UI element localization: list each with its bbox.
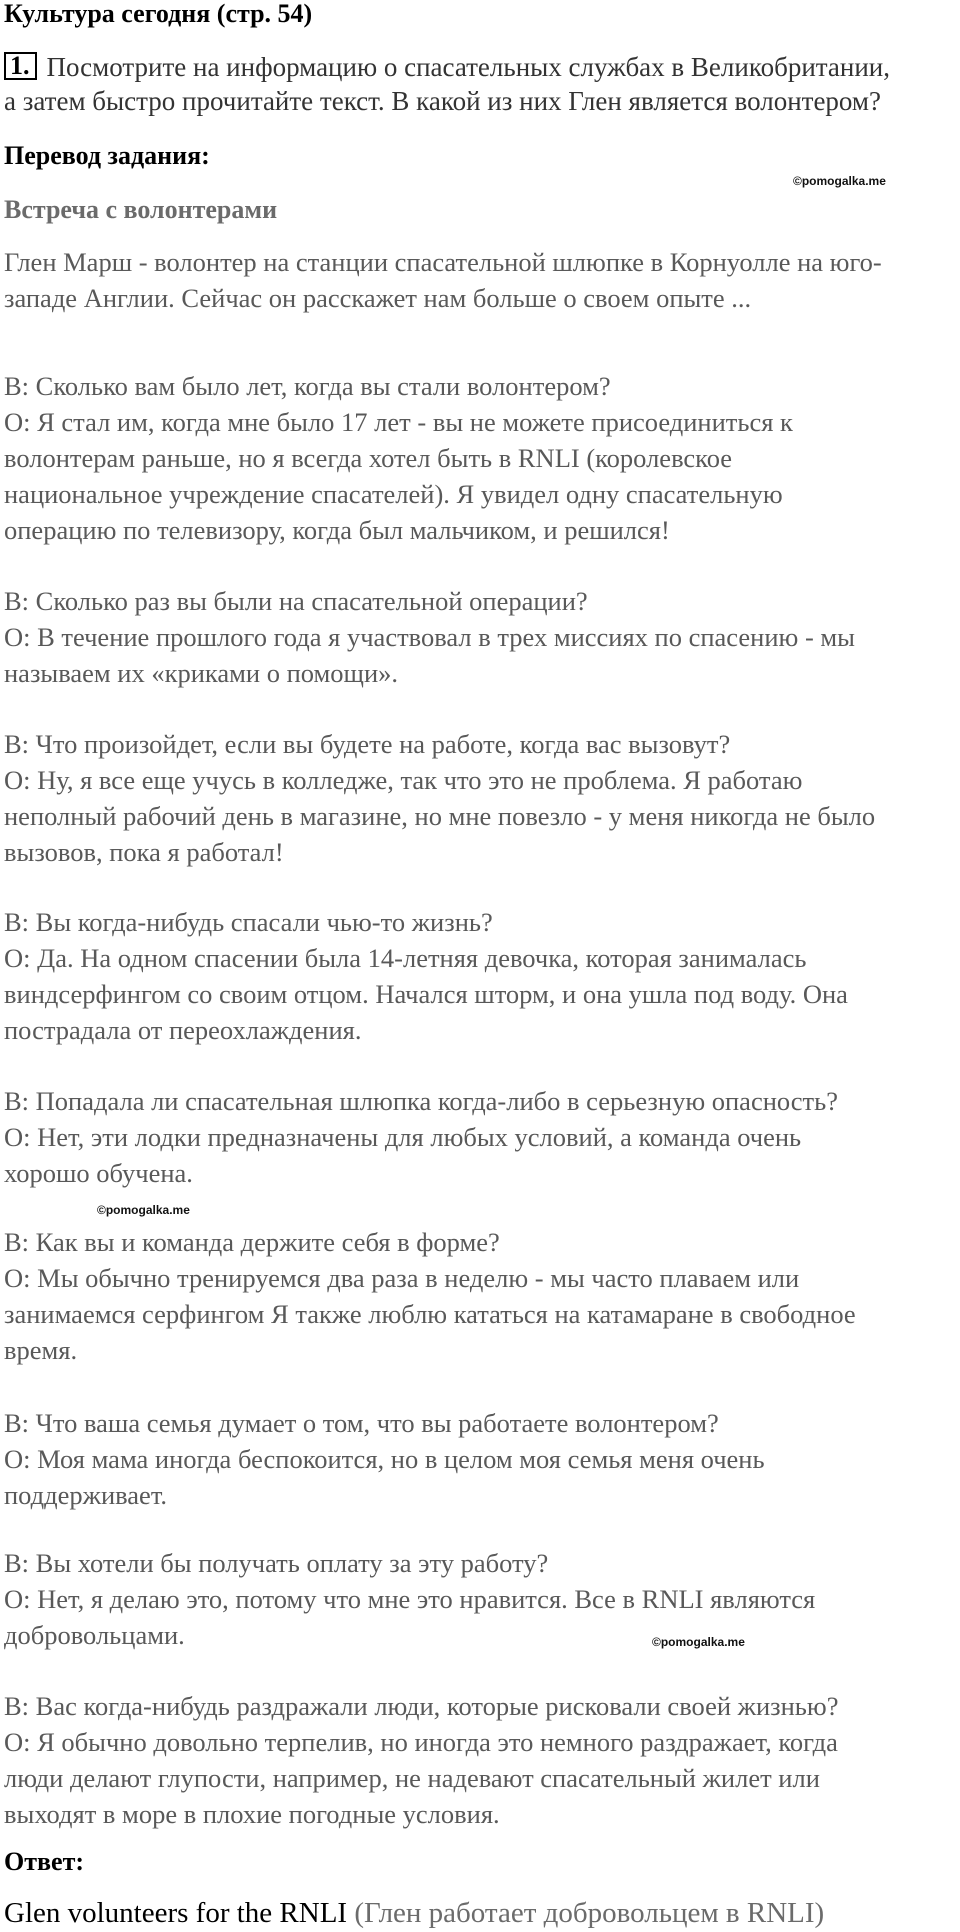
watermark: ©pomogalka.me [652,1635,745,1649]
answer-line: О: В течение прошлого года я участвовал в трех миссиях по спасению - мы [4,622,855,652]
answer-line: О: Моя мама иногда беспокоится, но в целом моя семья меня очень [4,1444,765,1474]
answer-english: Glen volunteers for the RNLI [4,1897,348,1929]
page-title: Культура сегодня (стр. 54) [4,0,313,28]
answer-line: операцию по телевизору, когда был мальчиком, и решился! [4,515,670,545]
intro-paragraph [4,244,954,316]
question-line: В: Попадала ли спасательная шлюпка когда-либо в серьезную опасность? [4,1086,838,1116]
answer-line: хорошо обучена. [4,1158,193,1188]
question-line: В: Как вы и команда держите себя в форме? [4,1227,500,1257]
answer-russian: (Глен работает добровольцем в RNLI) [354,1897,825,1929]
answer-line: поддерживает. [4,1480,168,1510]
answer-line: волонтерам раньше, но я всегда хотел быть в RNLI (королевское [4,443,733,473]
qa-block-saved-life [4,904,954,1048]
intro-line: Глен Марш - волонтер на станции спасательной шлюпке в Корнуолле на юго- [4,247,882,277]
question-line: В: Сколько вам было лет, когда вы стали волонтером? [4,371,611,401]
qa-block-danger [4,1083,954,1191]
answer-line: виндсерфингом со своим отцом. Начался шторм, и она ушла под воду. Она [4,979,848,1009]
answer-line: О: Ну, я все еще учусь в колледже, так что это не проблема. Я работаю [4,765,803,795]
qa-block-rescues [4,583,954,691]
question-line: В: Сколько раз вы были на спасательной операции? [4,586,588,616]
answer-line: О: Да. На одном спасении была 14-летняя девочка, которая занималась [4,943,807,973]
task-text-1: Посмотрите на информацию о спасательных службах в Великобритании, [46,52,890,82]
article-title: Встреча с волонтерами [4,195,278,224]
qa-block-annoyed [4,1688,954,1832]
question-line: В: Вас когда-нибудь раздражали люди, которые рисковали своей жизнью? [4,1691,839,1721]
question-line: В: Что произойдет, если вы будете на работе, когда вас вызовут? [4,729,731,759]
translation-heading: Перевод задания: [4,141,210,170]
answer-line: вызовов, пока я работал! [4,837,284,867]
answer-line: люди делают глупости, например, не надевают спасательный жилет или [4,1763,820,1793]
task-number: 1. [4,52,37,80]
question-line: В: Вы когда-нибудь спасали чью-то жизнь? [4,907,493,937]
answer-text [4,1896,824,1930]
qa-block-work [4,726,954,870]
answer-line: О: Нет, эти лодки предназначены для любых условий, а команда очень [4,1122,802,1152]
answer-line: выходят в море в плохие погодные условия. [4,1799,500,1829]
answer-line: О: Нет, я делаю это, потому что мне это нравится. Все в RNLI являются [4,1584,816,1614]
qa-block-age [4,368,954,548]
answer-line: занимаемся серфингом Я также люблю кататься на катамаране в свободное [4,1299,856,1329]
answer-line: время. [4,1335,78,1365]
watermark: ©pomogalka.me [793,174,886,188]
task-text-2: а затем быстро прочитайте текст. В какой из них Глен является волонтером? [4,86,881,116]
answer-line: О: Я обычно довольно терпелив, но иногда это немного раздражает, когда [4,1727,838,1757]
question-line: В: Что ваша семья думает о том, что вы работаете волонтером? [4,1408,719,1438]
answer-line: неполный рабочий день в магазине, но мне повезло - у меня никогда не было [4,801,876,831]
answer-line: добровольцами. [4,1620,185,1650]
answer-heading: Ответ: [4,1847,85,1876]
answer-line: О: Я стал им, когда мне было 17 лет - вы не можете присоединиться к [4,407,793,437]
question-line: В: Вы хотели бы получать оплату за эту работу? [4,1548,549,1578]
watermark: ©pomogalka.me [97,1203,190,1217]
answer-line: национальное учреждение спасателей). Я увидел одну спасательную [4,479,783,509]
qa-block-fitness [4,1224,954,1368]
task-statement [4,50,954,118]
answer-line: пострадала от переохлаждения. [4,1015,362,1045]
qa-block-family [4,1405,954,1513]
answer-line: О: Мы обычно тренируемся два раза в неделю - мы часто плаваем или [4,1263,800,1293]
answer-line: называем их «криками о помощи». [4,658,399,688]
intro-line: западе Англии. Сейчас он расскажет нам больше о своем опыте ... [4,283,752,313]
qa-block-payment [4,1545,954,1653]
task-line [4,50,954,84]
